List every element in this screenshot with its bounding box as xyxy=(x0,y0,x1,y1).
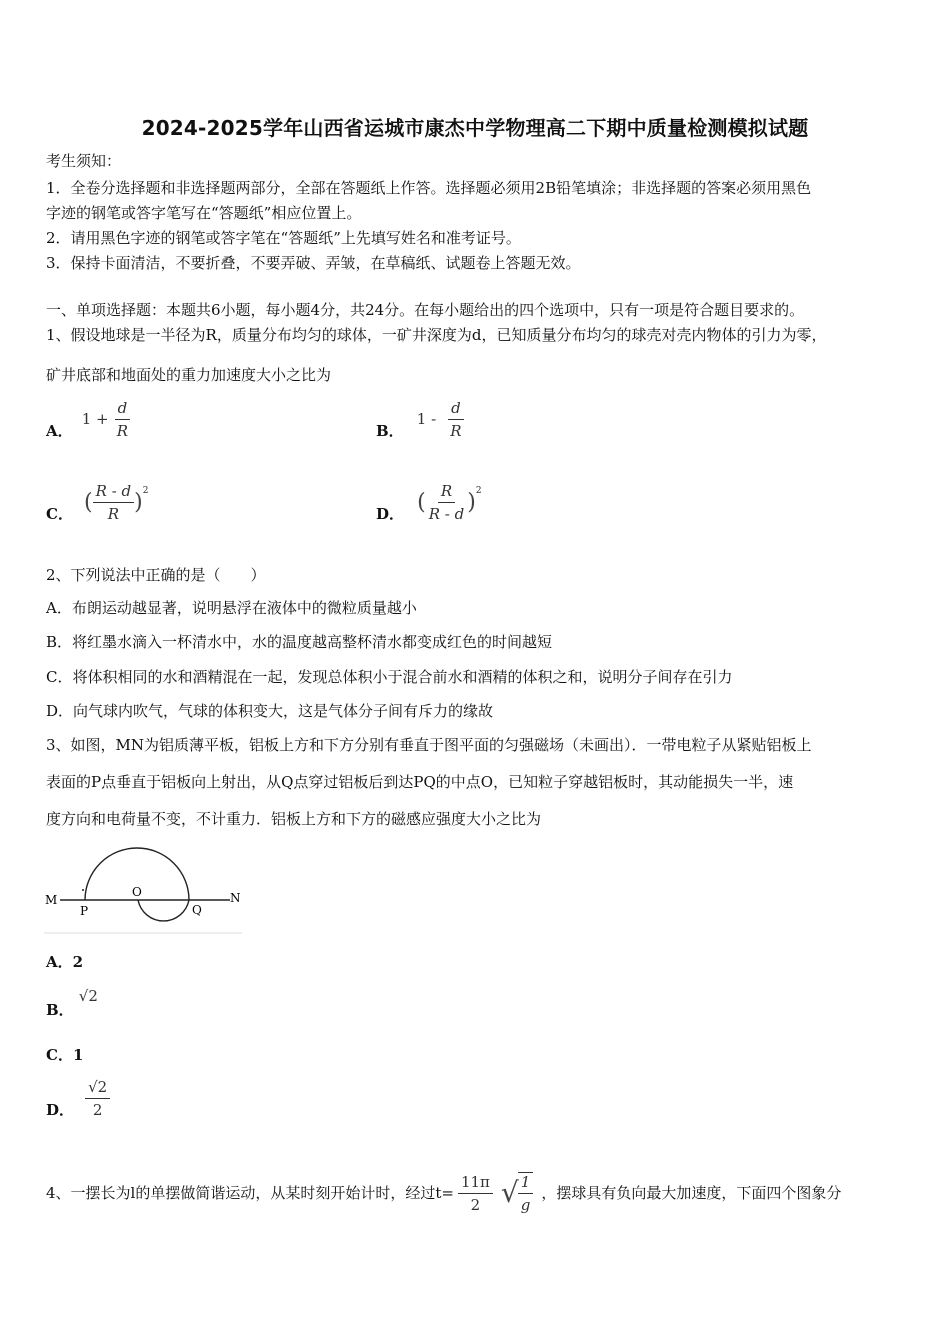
q1-option-d[interactable]: D． ( $\frac{R}{R - d}$ )$^2$ xyxy=(376,482,482,523)
denominator: R xyxy=(116,422,129,440)
denominator: 2 xyxy=(470,1195,481,1214)
q3-option-d[interactable] xyxy=(46,1077,110,1120)
q4-text-pre: 4、一摆长为l的单摆做简谐运动，从某时刻开始计时，经过t= xyxy=(46,1184,454,1202)
q1-option-c[interactable]: C． ( $\frac{R - d}{R}$ )$^2$ xyxy=(46,482,149,523)
denominator: R xyxy=(450,422,462,440)
q3-stem-cont-2: 度方向和电荷量不变，不计重力．铝板上方和下方的磁感应强度大小之比为 xyxy=(46,810,542,828)
exponent: 2 xyxy=(475,486,482,496)
q1-stem: 1、假设地球是一半径为R，质量分布均匀的球体，一矿井深度为d，已知质量分布均匀的球壳对壳内物体的引力为零， xyxy=(46,326,827,344)
formula-prefix: 1 + xyxy=(81,410,109,428)
lower-arc xyxy=(138,900,189,921)
section-heading: 一、单项选择题：本题共6小题，每小题4分，共24分。在每小题给出的四个选项中，只有一项是符合题目要求的。 xyxy=(46,301,805,319)
numerator: d xyxy=(115,399,131,420)
formula-prefix: 1 - xyxy=(416,410,437,428)
numerator: R - d xyxy=(93,482,135,503)
option-label: B． xyxy=(46,1001,74,1019)
option-label: C． xyxy=(46,505,73,523)
q1-stem-cont: 矿井底部和地面处的重力加速度大小之比为 xyxy=(46,366,332,384)
q3-option-b[interactable] xyxy=(46,985,98,1020)
numerator: √2 xyxy=(85,1078,110,1099)
q3-stem: 3、如图，MN为铝质薄平板，铝板上方和下方分别有垂直于图平面的匀强磁场（未画出）．一带电粒子从紧贴铝板上 xyxy=(46,736,812,754)
fraction xyxy=(114,399,131,440)
q2-option-b[interactable]: B．将红墨水滴入一杯清水中，水的温度越高整杯清水都变成红色的时间越短 xyxy=(46,633,553,651)
page-title: 2024-2025学年山西省运城市康杰中学物理高二下期中质量检测模拟试题 xyxy=(141,116,809,140)
option-label: D． xyxy=(376,505,405,523)
sqrt-fraction xyxy=(518,1172,534,1214)
numerator: R xyxy=(438,482,455,503)
denominator: g xyxy=(520,1196,531,1214)
point-dot xyxy=(82,889,84,891)
option-label: B． xyxy=(376,422,404,440)
numerator: 1 xyxy=(518,1173,534,1194)
q2-option-a[interactable]: A．布朗运动越显著，说明悬浮在液体中的微粒质量越小 xyxy=(46,599,417,617)
q4-text-post: ，摆球具有负向最大加速度，下面四个图象分 xyxy=(541,1184,842,1202)
q3-figure xyxy=(40,840,246,936)
sqrt-sign-icon: √ xyxy=(500,1176,519,1209)
option-value: 1 xyxy=(72,1046,84,1064)
q1-option-b[interactable] xyxy=(376,398,465,441)
denominator: R xyxy=(107,505,120,523)
option-label: D． xyxy=(46,1101,75,1119)
q2-option-d[interactable]: D．向气球内吹气，气球的体积变大，这是气体分子间有斥力的缘故 xyxy=(46,702,494,720)
notice-item-1: 1．全卷分选择题和非选择题两部分，全部在答题纸上作答。选择题必须用2B铅笔填涂；非选择题的答案必须用黑色 xyxy=(46,179,812,197)
numerator: d xyxy=(448,399,464,420)
label-q: Q xyxy=(192,903,202,917)
q3-option-a[interactable] xyxy=(46,953,83,971)
exponent: 2 xyxy=(142,486,149,496)
q2-stem: 2、下列说法中正确的是（ ） xyxy=(46,566,266,584)
denominator: 2 xyxy=(92,1101,103,1119)
option-label: C． xyxy=(46,1046,73,1064)
q4-stem xyxy=(46,1163,841,1223)
fraction xyxy=(85,1078,110,1119)
notice-item-3: 3．保持卡面清洁，不要折叠，不要弄破、弄皱，在草稿纸、试题卷上答题无效。 xyxy=(46,254,581,272)
fraction xyxy=(426,482,468,523)
notice-item-1-cont: 字迹的钢笔或答字笔写在“答题纸”相应位置上。 xyxy=(46,204,362,222)
notice-heading: 考生须知： xyxy=(46,152,122,170)
q1-option-a[interactable] xyxy=(46,398,131,441)
notice-item-2: 2．请用黑色字迹的钢笔或答字笔在“答题纸”上先填写姓名和准考证号。 xyxy=(46,229,521,247)
q2-option-c[interactable]: C．将体积相同的水和酒精混在一起，发现总体积小于混合前水和酒精的体积之和，说明分子间存在引力 xyxy=(46,668,733,686)
fraction xyxy=(93,482,135,523)
label-m: M xyxy=(45,893,58,907)
numerator: 11π xyxy=(458,1173,493,1194)
time-fraction xyxy=(458,1173,493,1214)
option-label: A． xyxy=(46,422,73,440)
denominator: R - d xyxy=(428,505,465,523)
option-value: 2 xyxy=(72,953,84,971)
option-value: √2 xyxy=(78,987,98,1005)
q3-stem-cont-1: 表面的P点垂直于铝板向上射出，从Q点穿过铝板后到达PQ的中点O，已知粒子穿越铝板时，其动能损失一半，速 xyxy=(46,773,794,791)
label-n: N xyxy=(230,891,241,905)
label-p: P xyxy=(80,904,89,918)
q3-option-c[interactable] xyxy=(46,1046,83,1064)
label-o: O xyxy=(132,885,142,899)
fraction xyxy=(447,399,464,440)
option-label: A． xyxy=(46,953,73,971)
